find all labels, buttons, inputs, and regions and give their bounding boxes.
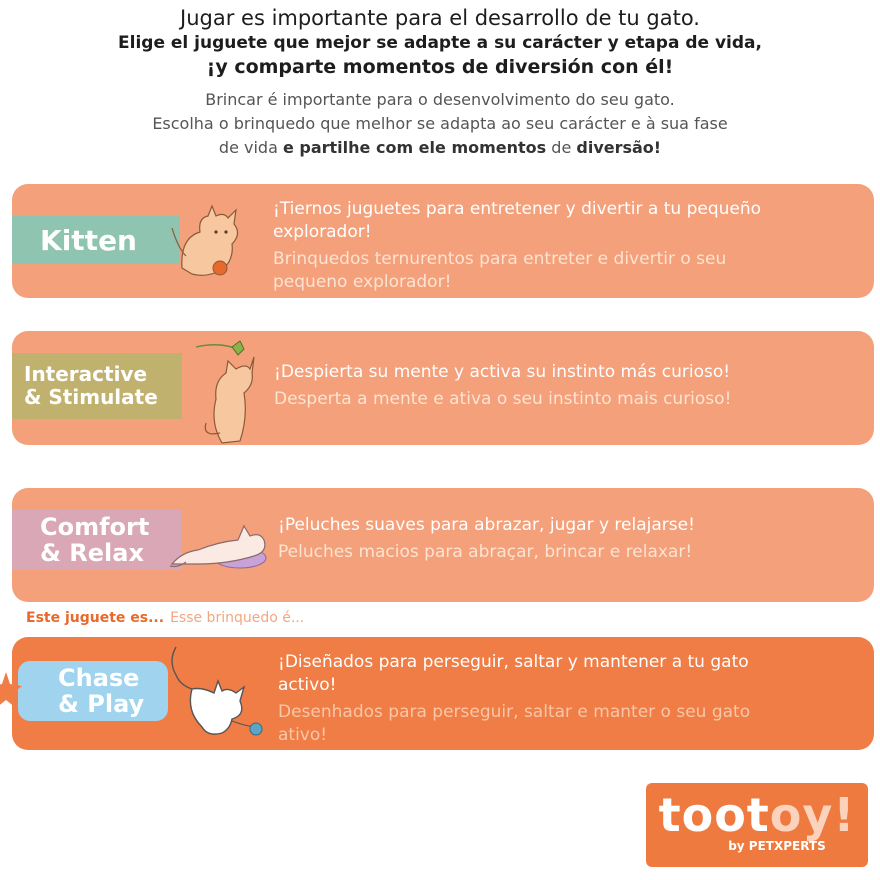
interactive-cat-illustration	[192, 333, 272, 445]
chase-cat-illustration	[162, 641, 272, 745]
logo-wordmark	[646, 789, 868, 841]
logo-byline: by PETXPERTS	[728, 839, 826, 853]
card-text-interactive	[274, 361, 834, 411]
category-tag-line1: Chase	[58, 664, 140, 692]
card-text-es: ¡Peluches suaves para abrazar, jugar y relajarse!	[278, 515, 695, 535]
card-text-chase	[278, 651, 798, 747]
intro-pt-line3-b: e partilhe com ele momentos	[282, 138, 547, 157]
category-tag-line1: Interactive	[24, 362, 148, 386]
category-tag-comfort	[12, 510, 182, 570]
category-tag-line2: & Play	[58, 690, 145, 718]
category-tag-kitten	[12, 216, 180, 264]
card-text-es: ¡Tiernos juguetes para entretener y divertir a tu pequeño explorador!	[273, 199, 762, 242]
category-tag-label: Kitten	[40, 223, 137, 257]
card-text-pt: Desperta a mente e ativa o seu instinto mais curioso!	[274, 389, 732, 409]
star-marker-icon	[0, 670, 26, 710]
intro-pt	[0, 88, 880, 160]
intro-es-line3: ¡y comparte momentos de diversión con él!	[206, 56, 674, 78]
category-tag-line2: & Relax	[40, 539, 144, 567]
logo-wordmark-a: toot	[658, 788, 770, 842]
intro-pt-line3	[0, 136, 880, 160]
intro-es-line1: Jugar es importante para el desarrollo de tu gato.	[180, 6, 700, 30]
card-text-pt: Brinquedos ternurentos para entreter e divertir o seu pequeno explorador!	[273, 249, 727, 292]
category-card-chase[interactable]	[12, 637, 874, 750]
category-tag-interactive	[12, 353, 182, 419]
card-text-comfort	[278, 514, 838, 564]
card-text-es: ¡Diseñados para perseguir, saltar y mantener a tu gato activo!	[278, 652, 749, 695]
card-text-pt: Desenhados para perseguir, saltar e manter o seu gato ativo!	[278, 702, 751, 745]
tootoy-logo	[646, 783, 868, 867]
selected-indicator	[26, 610, 304, 626]
card-text-kitten	[273, 198, 773, 294]
intro-es-line2: Elige el juguete que mejor se adapte a su carácter y etapa de vida,	[118, 33, 762, 53]
kitten-cat-illustration	[162, 198, 252, 288]
intro-pt-line1: Brincar é importante para o desenvolvimento do seu gato.	[205, 90, 675, 109]
category-tag-line2: & Stimulate	[24, 385, 158, 409]
card-text-es: ¡Despierta su mente y activa su instinto más curioso!	[274, 362, 731, 382]
intro-pt-line2: Escolha o brinquedo que melhor se adapta ao seu carácter e à sua fase	[152, 114, 728, 133]
intro-pt-line3-d: diversão!	[576, 138, 662, 157]
intro-pt-line3-c: de	[551, 138, 572, 157]
category-tag-line1: Comfort	[40, 513, 150, 541]
category-card-comfort[interactable]	[12, 488, 874, 602]
selected-indicator-es: Este juguete es...	[26, 610, 165, 626]
category-card-interactive[interactable]	[12, 331, 874, 445]
category-card-kitten[interactable]	[12, 184, 874, 298]
selected-indicator-pt: Esse brinquedo é...	[170, 610, 305, 626]
category-tag-chase	[18, 661, 168, 721]
intro-pt-line3-a: de vida	[218, 138, 278, 157]
logo-wordmark-c: !	[833, 788, 856, 842]
intro-header	[0, 4, 880, 160]
card-text-pt: Peluches macios para abraçar, brincar e relaxar!	[278, 542, 693, 562]
logo-wordmark-b: oy	[769, 788, 834, 842]
comfort-cat-illustration	[168, 512, 274, 572]
